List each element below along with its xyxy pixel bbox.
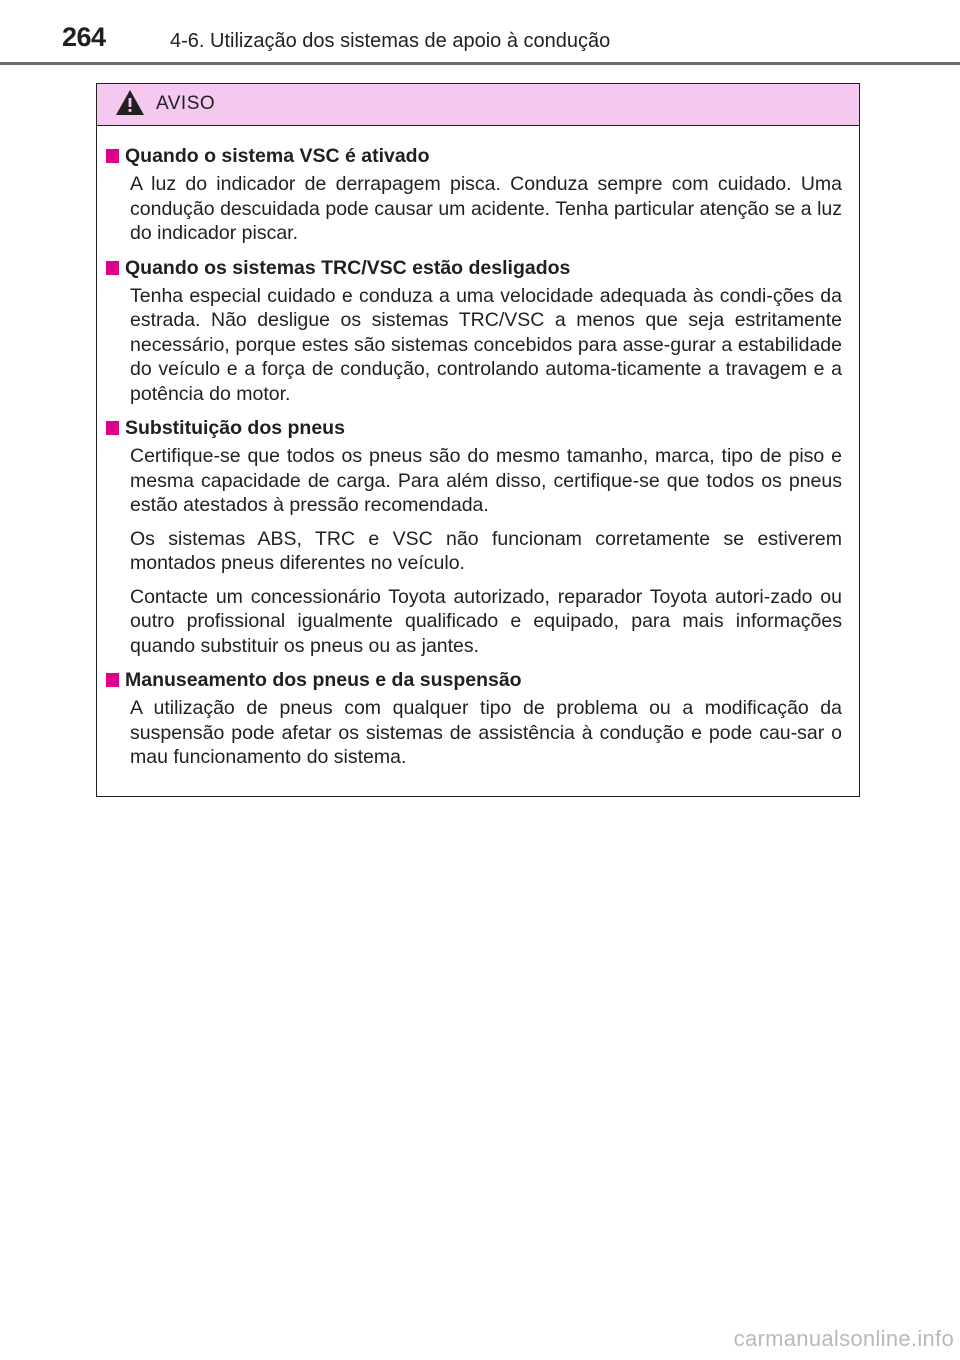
warning-header — [97, 84, 859, 126]
item-title: Substituição dos pneus — [125, 417, 345, 439]
item-title: Quando os sistemas TRC/VSC estão desligados — [125, 256, 571, 279]
square-bullet-icon — [106, 149, 119, 163]
item-title: Quando o sistema VSC é ativado — [125, 145, 430, 167]
square-bullet-icon — [106, 673, 119, 687]
warning-label: AVISO — [156, 93, 216, 114]
header-rule — [0, 62, 960, 65]
warning-body — [97, 126, 859, 770]
page-number: 264 — [62, 22, 106, 52]
square-bullet-icon — [106, 421, 119, 435]
item-title: Manuseamento dos pneus e da suspensão — [125, 669, 522, 691]
warning-triangle-icon — [115, 89, 145, 116]
item-paragraph: Contacte um concessionário Toyota autorizado, reparador Toyota autori-zado ou outro profissional igualmente qualificado e equipado, para mais informações quando substituir os pneus ou as jantes. — [130, 585, 842, 657]
warning-item-tire-suspension-handling — [106, 668, 842, 770]
warning-item-vsc-activated — [106, 144, 842, 246]
item-paragraph: Certifique-se que todos os pneus são do mesmo tamanho, marca, tipo de piso e mesma capacidade de carga. Para além disso, certifique-se que todos os pneus estão atestados à pressão recomendada. — [130, 445, 842, 516]
square-bullet-icon — [106, 261, 119, 275]
watermark: carmanualsonline.info — [733, 1326, 954, 1351]
item-paragraph: A utilização de pneus com qualquer tipo de problema ou a modificação da suspensão pode afetar os sistemas de assistência à condução e pode cau-sar o mau funcionamento do sistema. — [130, 697, 842, 768]
warning-item-tire-replacement — [106, 416, 842, 658]
item-paragraph: Os sistemas ABS, TRC e VSC não funcionam corretamente se estiverem montados pneus diferentes no veículo. — [130, 527, 842, 574]
item-paragraph: A luz do indicador de derrapagem pisca. Conduza sempre com cuidado. Uma condução descuidada pode causar um acidente. Tenha particular atenção se a luz do indicador piscar. — [130, 173, 842, 244]
section-title: 4-6. Utilização dos sistemas de apoio à condução — [170, 30, 611, 52]
page-header — [0, 0, 960, 66]
item-paragraph: Tenha especial cuidado e conduza a uma velocidade adequada às condi-ções da estrada. Não desligue os sistemas TRC/VSC a menos que seja estritamente necessário, porque estes são sistemas concebidos para asse-gurar a estabilidade do veículo e a força de condução, controlando automa-ticamente a travagem e a potência do motor. — [130, 284, 842, 405]
warning-item-trc-vsc-off — [106, 256, 842, 407]
warning-box — [96, 83, 860, 797]
